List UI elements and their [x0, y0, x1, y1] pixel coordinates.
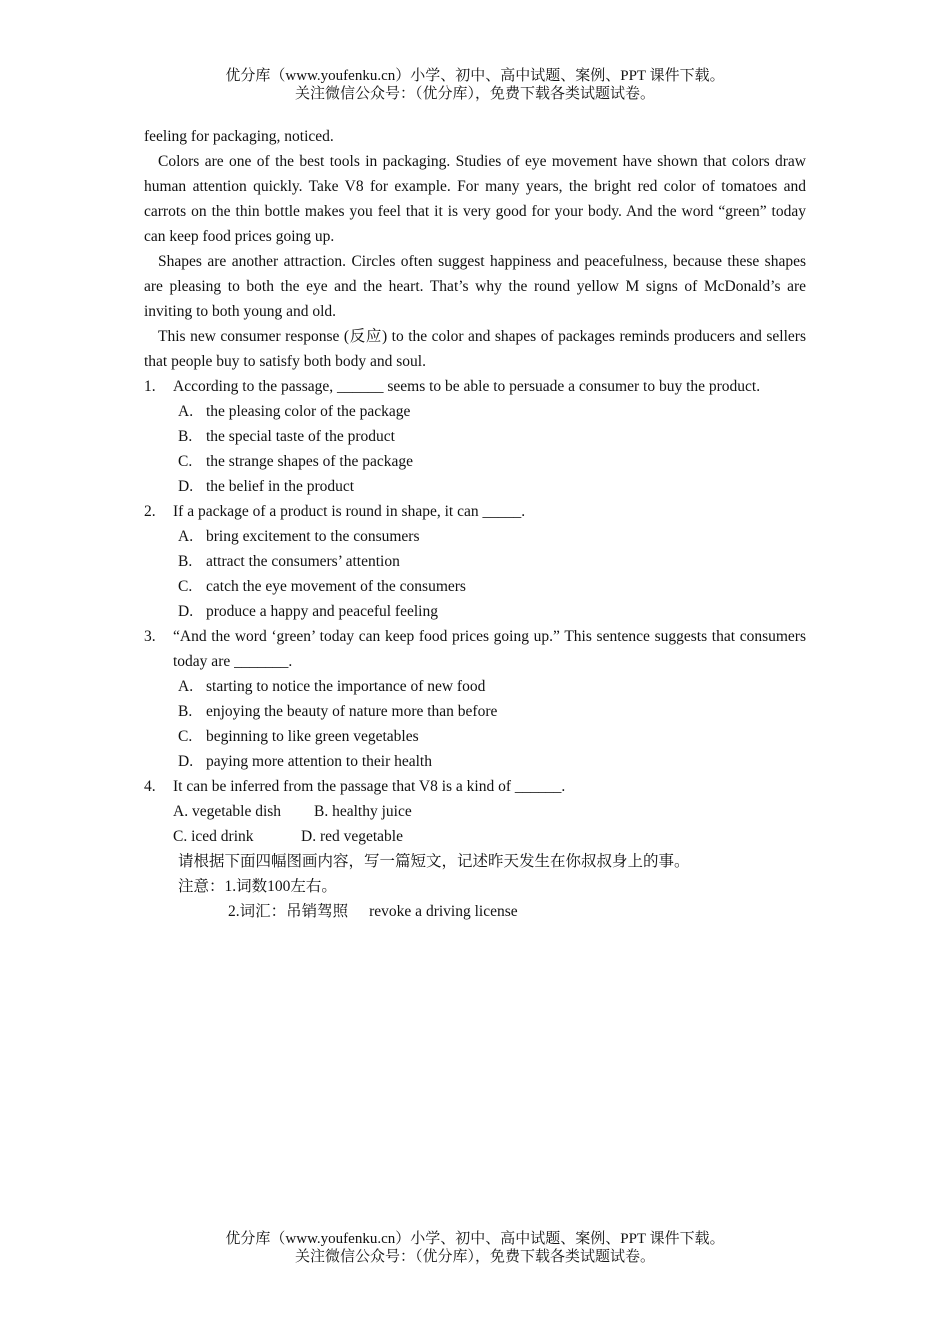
option-text: the belief in the product — [206, 478, 355, 495]
option-text: starting to notice the importance of new food — [206, 678, 486, 695]
question-number: 2. — [144, 503, 156, 520]
page-footer — [0, 1230, 950, 1266]
option-2a — [144, 524, 806, 549]
vocab-label: 2.词汇：吊销驾照 — [228, 903, 349, 920]
option-letter: B. — [178, 703, 193, 720]
option-text: beginning to like green vegetables — [206, 728, 419, 745]
question-1 — [144, 374, 806, 399]
option-3b — [144, 699, 806, 724]
option-1c — [144, 449, 806, 474]
passage-paragraph-response: This new consumer response (反应) to the color and shapes of packages reminds producers and sellers that people buy to satisfy both body and soul. — [144, 328, 806, 370]
question-text: “And the word ‘green’ today can keep food prices going up.” This sentence suggests that consumers today are _______. — [173, 628, 806, 670]
passage-fragment: feeling for packaging, noticed. — [144, 128, 334, 145]
option-4d: D. red vegetable — [301, 828, 403, 845]
passage-paragraph-colors: Colors are one of the best tools in packaging. Studies of eye movement have shown that colors draw human attention quickly. Take V8 for example. For many years, the bright red color of tomatoes and carrots on the thin bottle makes you feel that it is very good for your body. And the word “green” today can keep food prices going up. — [144, 153, 806, 245]
option-letter: C. — [178, 578, 193, 595]
option-text: the strange shapes of the package — [206, 453, 414, 470]
option-text: enjoying the beauty of nature more than before — [206, 703, 498, 720]
question-number: 1. — [144, 378, 156, 395]
option-text: catch the eye movement of the consumers — [206, 578, 466, 595]
writing-prompt: 请根据下面四幅图画内容，写一篇短文，记述昨天发生在你叔叔身上的事。 — [178, 853, 690, 870]
footer-line-2: 关注微信公众号：（优分库），免费下载各类试题试卷。 — [294, 1249, 655, 1265]
question-text: It can be inferred from the passage that V8 is a kind of ______. — [173, 778, 566, 795]
option-text: produce a happy and peaceful feeling — [206, 603, 438, 620]
option-letter: D. — [178, 603, 194, 620]
option-letter: A. — [178, 403, 194, 420]
option-1b — [144, 424, 806, 449]
option-2b — [144, 549, 806, 574]
question-text: If a package of a product is round in shape, it can _____. — [173, 503, 526, 520]
header-line-2: 关注微信公众号：（优分库），免费下载各类试题试卷。 — [294, 86, 655, 102]
option-3a — [144, 674, 806, 699]
writing-note-1: 注意：1.词数100左右。 — [178, 878, 337, 895]
passage-paragraph-shapes: Shapes are another attraction. Circles often suggest happiness and peacefulness, because these shapes are pleasing to both the eye and the heart. That’s why the round yellow M signs of McDonald’s are inviting to both young and old. — [144, 253, 806, 320]
option-text: paying more attention to their health — [206, 753, 432, 770]
writing-note-2 — [144, 899, 806, 924]
question-text: According to the passage, ______ seems to be able to persuade a consumer to buy the product. — [173, 378, 761, 395]
question-2 — [144, 499, 806, 524]
option-4a: A. vegetable dish — [173, 803, 282, 820]
option-1d — [144, 474, 806, 499]
vocab-term: revoke a driving license — [369, 903, 518, 920]
option-3d — [144, 749, 806, 774]
question-number: 4. — [144, 778, 156, 795]
footer-line-1: 优分库（www.youfenku.cn）小学、初中、高中试题、案例、PPT 课件下载。 — [225, 1231, 725, 1247]
option-text: attract the consumers’ attention — [206, 553, 400, 570]
option-letter: B. — [178, 553, 193, 570]
header-line-1: 优分库（www.youfenku.cn）小学、初中、高中试题、案例、PPT 课件下载。 — [225, 68, 725, 84]
option-letter: B. — [178, 428, 193, 445]
document-body — [144, 124, 806, 924]
question-number: 3. — [144, 628, 156, 645]
options-row-4ab — [144, 799, 806, 824]
option-3c — [144, 724, 806, 749]
option-4b: B. healthy juice — [314, 803, 412, 820]
option-4c: C. iced drink — [173, 828, 254, 845]
option-text: the pleasing color of the package — [206, 403, 411, 420]
option-2d — [144, 599, 806, 624]
option-letter: D. — [178, 753, 194, 770]
question-4 — [144, 774, 806, 799]
option-letter: A. — [178, 678, 194, 695]
option-text: the special taste of the product — [206, 428, 395, 445]
question-3 — [144, 624, 806, 674]
option-letter: D. — [178, 478, 194, 495]
option-letter: C. — [178, 453, 193, 470]
options-row-4cd — [144, 824, 806, 849]
option-letter: C. — [178, 728, 193, 745]
option-2c — [144, 574, 806, 599]
option-text: bring excitement to the consumers — [206, 528, 420, 545]
page-header — [0, 67, 950, 103]
option-letter: A. — [178, 528, 194, 545]
option-1a — [144, 399, 806, 424]
